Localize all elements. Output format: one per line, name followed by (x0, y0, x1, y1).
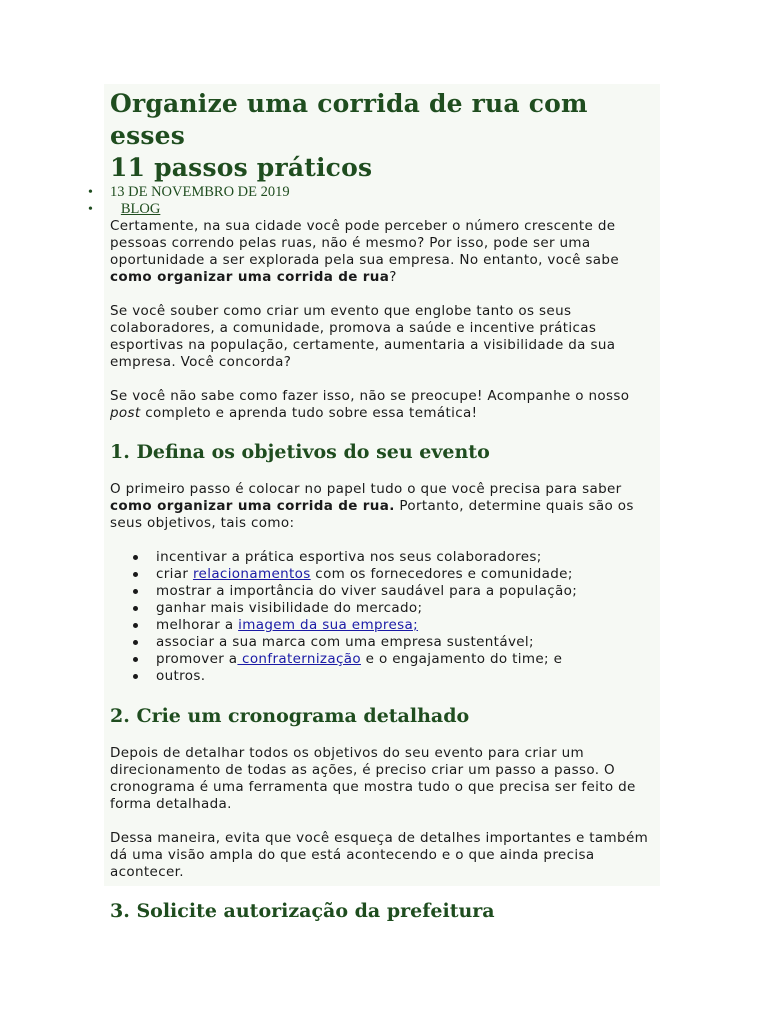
list-item-text: e o engajamento do time; e (361, 651, 563, 667)
section-2-paragraph-1: Depois de detalhar todos os objetivos do seu evento para criar um direcionamento de todas as ações, é preciso criar um passo a passo. O cronograma é uma ferramenta que mostra tudo o que precisa ser feito de forma detalhada. (110, 745, 636, 812)
list-item-text: melhorar a (156, 617, 239, 633)
section-2-paragraph-2: Dessa maneira, evita que você esqueça de detalhes importantes e também dá uma visão ampla do que está acontecendo e o que ainda precisa acontecer. (110, 830, 649, 880)
confraternizacao-link[interactable]: confraternização (237, 651, 361, 667)
section-1-p-start: O primeiro passo é colocar no papel tudo o que você precisa para saber (110, 481, 622, 497)
spacer (110, 422, 658, 440)
list-item-text: com os fornecedores e comunidade; (310, 566, 573, 582)
list-item (156, 651, 658, 668)
spacer (110, 532, 658, 549)
intro-p1-bold: como organizar uma corrida de rua (110, 269, 390, 285)
spacer (110, 813, 658, 830)
article-date (110, 184, 658, 201)
section-1-paragraph (110, 481, 658, 532)
intro-paragraph-2: Se você souber como criar um evento que englobe tanto os seus colaboradores, a comunidade, promova a saúde e incentive práticas esportivas na população, certamente, aumentaria a visibilidade da sua empresa. Você concorda? (110, 303, 616, 370)
intro-p3-em: post (110, 405, 141, 421)
spacer (110, 881, 658, 899)
article-title-line-1: Organize uma corrida de rua com esses (110, 89, 588, 150)
spacer (110, 464, 658, 481)
category-link[interactable]: BLOG (120, 201, 161, 217)
intro-paragraph-3 (110, 388, 658, 422)
spacer (110, 286, 658, 303)
list-item-text: promover a (156, 651, 238, 667)
intro-p1-end: ? (389, 269, 397, 285)
list-item: mostrar a importância do viver saudável para a população; (156, 583, 658, 600)
article-meta-list (110, 184, 658, 218)
spacer (110, 728, 658, 745)
list-item: incentivar a prática esportiva nos seus colaboradores; (156, 549, 658, 566)
spacer (110, 371, 658, 388)
section-1-heading: 1. Defina os objetivos do seu evento (110, 441, 490, 463)
article-category (110, 201, 658, 218)
article-date-text: 13 DE NOVEMBRO DE 2019 (110, 184, 290, 200)
section-2-heading: 2. Crie um cronograma detalhado (110, 705, 470, 727)
intro-p3-end: completo e aprenda tudo sobre essa temática! (140, 405, 478, 421)
list-item: ganhar mais visibilidade do mercado; (156, 600, 658, 617)
article-content (110, 88, 658, 923)
list-item-text: criar (156, 566, 193, 582)
list-item: associar a sua marca com uma empresa sustentável; (156, 634, 658, 651)
intro-p3-start: Se você não sabe como fazer isso, não se preocupe! Acompanhe o nosso (110, 388, 630, 404)
list-item (156, 566, 658, 583)
spacer (110, 685, 658, 704)
section-1-p-end: Portanto, determine quais são os seus objetivos, tais como: (110, 498, 634, 531)
imagem-empresa-link[interactable]: imagem da sua empresa; (238, 617, 419, 633)
section-3-heading: 3. Solicite autorização da prefeitura (110, 900, 495, 922)
list-item (156, 617, 658, 634)
intro-p1-text: Certamente, na sua cidade você pode perceber o número crescente de pessoas correndo pelas ruas, não é mesmo? Por isso, pode ser uma oportunidade a ser explorada pela sua empresa. No entanto, você sabe (110, 218, 619, 268)
objectives-list (110, 549, 658, 685)
list-item: outros. (156, 668, 658, 685)
article-title (110, 88, 658, 184)
article-title-line-2: 11 passos práticos (110, 153, 373, 182)
intro-paragraph-1 (110, 218, 658, 286)
section-1-p-bold: como organizar uma corrida de rua. (110, 498, 395, 514)
relacionamentos-link[interactable]: relacionamentos (192, 566, 311, 582)
